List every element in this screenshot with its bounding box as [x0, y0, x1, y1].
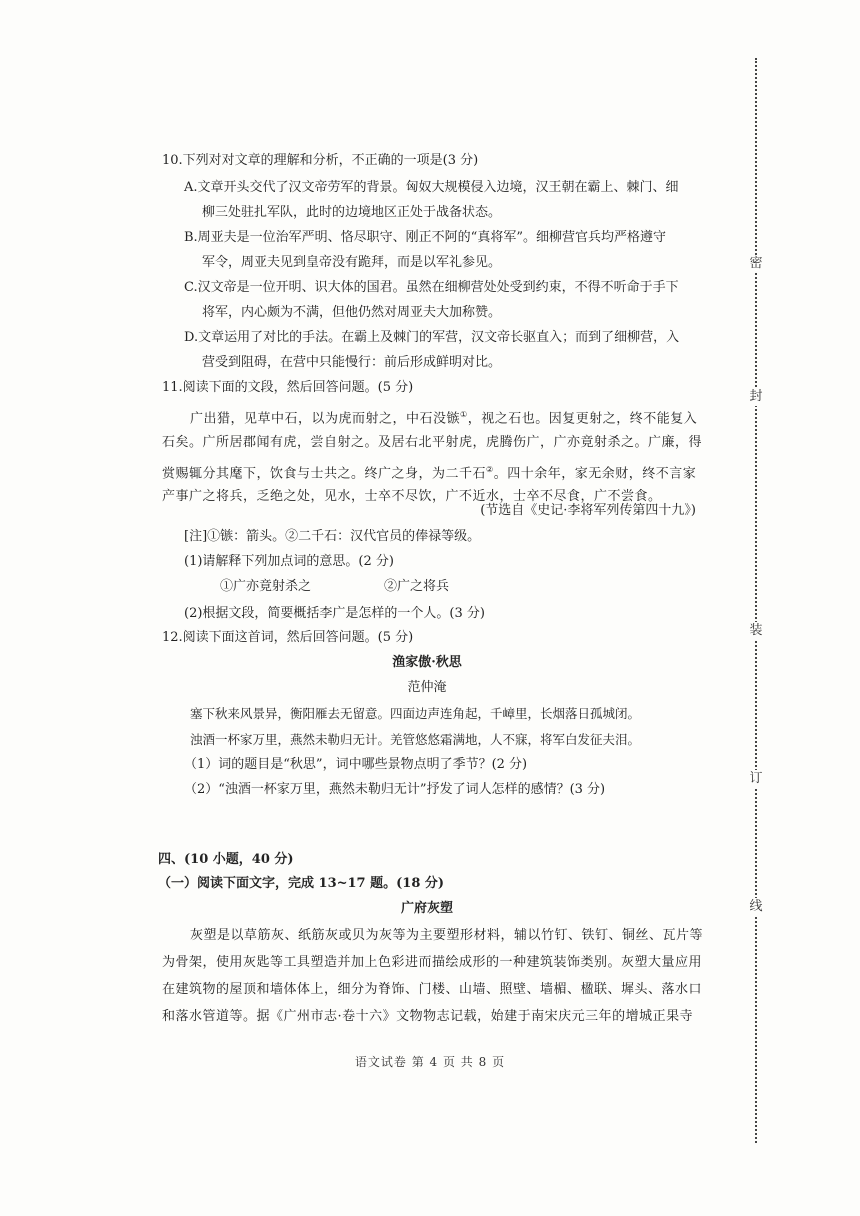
- article-line2: 为骨架，使用灰匙等工具塑造并加上色彩进而描绘成形的一种建筑装饰类别。灰塑大量应用: [162, 955, 703, 970]
- q10-option-d-line1: D.文章运用了对比的手法。在霸上及棘门的军营，汉文帝长驱直入；而到了细柳营，入: [184, 330, 680, 345]
- q12-sub2: （2）“浊酒一杯家万里，燕然未勒归无计”抒发了词人怎样的感情？(3 分): [184, 782, 606, 797]
- q11-sub2: (2)根据文段，简要概括李广是怎样的一个人。(3 分): [184, 606, 485, 621]
- binding-char-zhuang: 装: [746, 622, 766, 640]
- binding-dotted-line: [755, 58, 757, 1143]
- binding-char-ding: 订: [746, 770, 766, 788]
- q11-passage-line3: 赏赐辄分其麾下，饮食与士共之。终广之身，为二千石②。四十余年，家无余财，终不言家: [162, 465, 697, 482]
- q10-option-c-line1: C.汉文帝是一位开明、识大体的国君。虽然在细柳营处处受到约束，不得不听命于手下: [184, 280, 679, 295]
- poem-author: 范仲淹: [407, 680, 447, 695]
- q11-sub1: (1)请解释下列加点词的意思。(2 分): [184, 554, 394, 569]
- q11-source: (节选自《史记·李将军列传第四十九》): [480, 503, 696, 518]
- q12-stem: 12.阅读下面这首词，然后回答问题。(5 分): [162, 630, 414, 645]
- q11-sub1-item1: ①广亦竟射杀之: [220, 579, 312, 594]
- q10-stem: 10.下列对对文章的理解和分析，不正确的一项是(3 分): [162, 153, 479, 168]
- q12-sub1: （1）词的题目是“秋思”，词中哪些景物点明了季节？(2 分): [184, 757, 528, 772]
- q10-option-a-line1: A.文章开头交代了汉文帝劳军的背景。匈奴大规模侵入边境，汉王朝在霸上、棘门、细: [184, 180, 679, 195]
- q11-passage-line1: 广出猎，见草中石，以为虎而射之，中石没镞①，视之石也。因复更射之，终不能复入: [190, 410, 698, 427]
- section4-subheading: （一）阅读下面文字，完成 13~17 题。(18 分): [158, 876, 445, 891]
- article-line4: 和落水管道等。据《广州市志·卷十六》文物物志记载，始建于南宋庆元三年的增城正果寺: [162, 1009, 694, 1024]
- section4-heading: 四、(10 小题，40 分): [158, 852, 294, 867]
- q11-passage-line2: 石矣。广所居郡闻有虎，尝自射之。及居右北平射虎，虎腾伤广，广亦竟射杀之。广廉，得: [162, 435, 703, 450]
- binding-char-xian: 线: [746, 898, 766, 916]
- binding-char-mi: 密: [746, 255, 766, 273]
- q11-note: [注]①镞：箭头。②二千石：汉代官员的俸禄等级。: [184, 529, 481, 544]
- binding-char-feng: 封: [746, 388, 766, 406]
- poem-line2: 浊酒一杯家万里，燕然未勒归无计。羌管悠悠霜满地，人不寐，将军白发征夫泪。: [190, 732, 641, 747]
- poem-title: 渔家傲·秋思: [392, 655, 462, 670]
- page-footer: 语文试卷 第 4 页 共 8 页: [354, 1055, 506, 1069]
- q11-sub1-item2: ②广之将兵: [384, 579, 450, 594]
- q10-option-a-line2: 柳三处驻扎军队，此时的边境地区正处于战备状态。: [202, 205, 502, 220]
- article-line1: 灰塑是以草筋灰、纸筋灰或贝为灰等为主要塑形材料，辅以竹钉、铁钉、铜丝、瓦片等: [190, 928, 704, 943]
- q11-stem: 11.阅读下面的文段，然后回答问题。(5 分): [162, 380, 414, 395]
- article-line3: 在建筑物的屋顶和墙体体上，细分为脊饰、门楼、山墙、照壁、墙楣、楹联、墀头、落水口: [162, 982, 703, 997]
- q10-option-d-line2: 营受到阻碍，在营中只能慢行：前后形成鲜明对比。: [202, 355, 502, 370]
- article-title: 广府灰塑: [400, 901, 453, 916]
- q10-option-b-line2: 军令，周亚夫见到皇帝没有跪拜，而是以军礼参见。: [202, 255, 502, 270]
- q10-option-c-line2: 将军，内心颇为不满，但他仍然对周亚夫大加称赞。: [202, 305, 502, 320]
- q11-passage-line4: 产事广之将兵，乏绝之处，见水，士卒不尽饮，广不近水，士卒不尽食，广不尝食。: [162, 489, 662, 504]
- poem-line1: 塞下秋来风景异，衡阳雁去无留意。四面边声连角起，千嶂里，长烟落日孤城闭。: [190, 706, 641, 721]
- q10-option-b-line1: B.周亚夫是一位治军严明、恪尽职守、刚正不阿的“真将军”。细柳营官兵均严格遵守: [184, 230, 666, 245]
